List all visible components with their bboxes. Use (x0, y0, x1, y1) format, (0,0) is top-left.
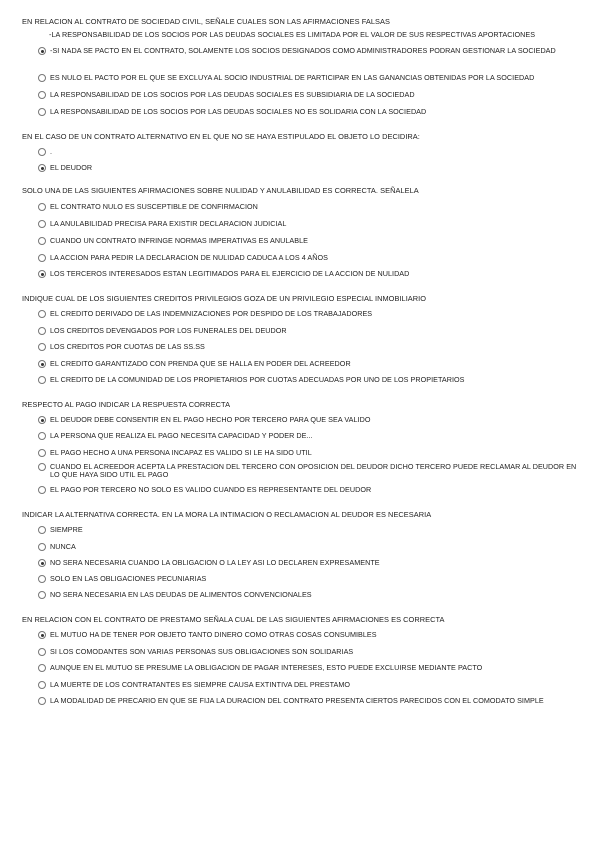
option-label: -SI NADA SE PACTO EN EL CONTRATO, SOLAMENTE LOS SOCIOS DESIGNADOS COMO ADMINISTRADORES PODRAN GESTIONAR LA SOCIEDAD (50, 46, 556, 55)
radio-unchecked-icon[interactable] (38, 664, 46, 672)
question-2-option-2[interactable] (38, 164, 578, 172)
radio-unchecked-icon[interactable] (38, 449, 46, 457)
option-label: EL PAGO HECHO A UNA PERSONA INCAPAZ ES VALIDO SI LE HA SIDO UTIL (50, 448, 312, 457)
question-7-text: EN RELACION CON EL CONTRATO DE PRESTAMO SEÑALA CUAL DE LAS SIGUIENTES AFIRMACIONES ES CORRECTA (22, 615, 445, 624)
question-4-option-5[interactable] (38, 376, 578, 384)
question-5-option-2[interactable] (38, 432, 578, 440)
radio-checked-icon[interactable] (38, 416, 46, 424)
option-label: . (50, 147, 53, 156)
question-3-option-4[interactable] (38, 254, 578, 262)
question-7-option-4[interactable] (38, 681, 578, 689)
radio-unchecked-icon[interactable] (38, 543, 46, 551)
radio-unchecked-icon[interactable] (38, 310, 46, 318)
option-label: NO SERA NECESARIA EN LAS DEUDAS DE ALIMENTOS CONVENCIONALES (50, 590, 312, 599)
option-label: AUNQUE EN EL MUTUO SE PRESUME LA OBLIGACION DE PAGAR INTERESES, ESTO PUEDE EXCLUIRSE MEDIANTE PACTO (50, 663, 483, 672)
option-label: LA RESPONSABILIDAD DE LOS SOCIOS POR LAS DEUDAS SOCIALES ES SUBSIDIARIA DE LA SOCIEDAD (50, 90, 415, 99)
question-7-option-5[interactable] (38, 697, 578, 705)
question-4-option-1[interactable] (38, 310, 578, 318)
radio-unchecked-icon[interactable] (38, 220, 46, 228)
option-label: ES NULO EL PACTO POR EL QUE SE EXCLUYA AL SOCIO INDUSTRIAL DE PARTICIPAR EN LAS GANANCIAS OBTENIDAS POR LA SOCIEDAD (50, 73, 535, 82)
radio-unchecked-icon[interactable] (38, 463, 46, 471)
question-5-text: RESPECTO AL PAGO INDICAR LA RESPUESTA CORRECTA (22, 400, 231, 409)
question-6-option-5[interactable] (38, 591, 578, 599)
option-label: CUANDO UN CONTRATO INFRINGE NORMAS IMPERATIVAS ES ANULABLE (50, 236, 308, 245)
question-2-option-1[interactable] (38, 148, 578, 156)
option-label: SOLO EN LAS OBLIGACIONES PECUNIARIAS (50, 574, 207, 583)
option-label: LOS TERCEROS INTERESADOS ESTAN LEGITIMADOS PARA EL EJERCICIO DE LA ACCION DE NULIDAD (50, 269, 410, 278)
option-label: LA RESPONSABILIDAD DE LOS SOCIOS POR LAS DEUDAS SOCIALES NO ES SOLIDARIA CON LA SOCIEDAD (50, 107, 427, 116)
option-label: LOS CREDITOS POR CUOTAS DE LAS SS.SS (50, 342, 205, 351)
radio-unchecked-icon[interactable] (38, 108, 46, 116)
option-label: -LA RESPONSABILIDAD DE LOS SOCIOS POR LAS DEUDAS SOCIALES ES LIMITADA POR EL VALOR DE SUS RESPECTIVAS APORTACIONES (49, 30, 536, 39)
option-label: EL CREDITO GARANTIZADO CON PRENDA QUE SE HALLA EN PODER DEL ACREEDOR (50, 359, 351, 368)
question-4-option-3[interactable] (38, 343, 578, 351)
radio-checked-icon[interactable] (38, 559, 46, 567)
question-3-option-2[interactable] (38, 220, 578, 228)
option-label: SIEMPRE (50, 525, 83, 534)
question-4-option-2[interactable] (38, 327, 578, 335)
question-4-text: INDIQUE CUAL DE LOS SIGUIENTES CREDITOS PRIVILEGIOS GOZA DE UN PRIVILEGIO ESPECIAL INMOBILIARIO (22, 294, 427, 303)
radio-unchecked-icon[interactable] (38, 203, 46, 211)
option-label: LOS CREDITOS DEVENGADOS POR LOS FUNERALES DEL DEUDOR (50, 326, 287, 335)
question-1-option-2[interactable] (38, 47, 578, 55)
option-label: LA PERSONA QUE REALIZA EL PAGO NECESITA CAPACIDAD Y PODER DE... (50, 431, 313, 440)
question-5-option-4[interactable] (38, 463, 578, 479)
radio-unchecked-icon[interactable] (38, 237, 46, 245)
question-1-option-4[interactable] (38, 91, 578, 99)
question-5-option-3[interactable] (38, 449, 578, 457)
radio-unchecked-icon[interactable] (38, 648, 46, 656)
radio-checked-icon[interactable] (38, 47, 46, 55)
radio-unchecked-icon[interactable] (38, 486, 46, 494)
option-label: LA ACCION PARA PEDIR LA DECLARACION DE NULIDAD CADUCA A LOS 4 AÑOS (50, 253, 328, 262)
radio-checked-icon[interactable] (38, 631, 46, 639)
question-7-option-3[interactable] (38, 664, 578, 672)
radio-unchecked-icon[interactable] (38, 91, 46, 99)
radio-unchecked-icon[interactable] (38, 376, 46, 384)
option-label: NUNCA (50, 542, 76, 551)
question-1-option-5[interactable] (38, 108, 578, 116)
question-6-option-4[interactable] (38, 575, 578, 583)
question-1-option-1 (49, 31, 589, 39)
option-label: LA MODALIDAD DE PRECARIO EN QUE SE FIJA LA DURACION DEL CONTRATO PRESENTA CIERTOS PARECIDOS CON EL COMODATO SIMPLE (50, 696, 544, 705)
option-label: EL PAGO POR TERCERO NO SOLO ES VALIDO CUANDO ES REPRESENTANTE DEL DEUDOR (50, 485, 372, 494)
option-label: SI LOS COMODANTES SON VARIAS PERSONAS SUS OBLIGACIONES SON SOLIDARIAS (50, 647, 354, 656)
option-label: EL CONTRATO NULO ES SUSCEPTIBLE DE CONFIRMACION (50, 202, 258, 211)
radio-unchecked-icon[interactable] (38, 74, 46, 82)
option-label: EL DEUDOR (50, 163, 93, 172)
radio-unchecked-icon[interactable] (38, 591, 46, 599)
question-4-option-4[interactable] (38, 360, 578, 368)
radio-unchecked-icon[interactable] (38, 526, 46, 534)
question-7-option-2[interactable] (38, 648, 578, 656)
radio-checked-icon[interactable] (38, 360, 46, 368)
question-6-option-1[interactable] (38, 526, 578, 534)
radio-unchecked-icon[interactable] (38, 432, 46, 440)
option-label: EL CREDITO DE LA COMUNIDAD DE LOS PROPIETARIOS POR CUOTAS ADECUADAS POR UNO DE LOS PROPIETARIOS (50, 375, 465, 384)
radio-unchecked-icon[interactable] (38, 148, 46, 156)
radio-checked-icon[interactable] (38, 164, 46, 172)
question-3-option-5[interactable] (38, 270, 578, 278)
question-3-option-1[interactable] (38, 203, 578, 211)
radio-checked-icon[interactable] (38, 270, 46, 278)
question-5-option-5[interactable] (38, 486, 578, 494)
question-3-text: SOLO UNA DE LAS SIGUIENTES AFIRMACIONES SOBRE NULIDAD Y ANULABILIDAD ES CORRECTA. SEÑALELA (22, 186, 419, 195)
option-label: NO SERA NECESARIA CUANDO LA OBLIGACION O LA LEY ASI LO DECLAREN EXPRESAMENTE (50, 558, 380, 567)
radio-unchecked-icon[interactable] (38, 697, 46, 705)
radio-unchecked-icon[interactable] (38, 327, 46, 335)
question-2-text: EN EL CASO DE UN CONTRATO ALTERNATIVO EN EL QUE NO SE HAYA ESTIPULADO EL OBJETO LO DECIDIRA: (22, 132, 420, 141)
question-6-option-3[interactable] (38, 559, 578, 567)
question-6-text: INDICAR LA ALTERNATIVA CORRECTA. EN LA MORA LA INTIMACION O RECLAMACION AL DEUDOR ES NECESARIA (22, 510, 432, 519)
option-label: LA MUERTE DE LOS CONTRATANTES ES SIEMPRE CAUSA EXTINTIVA DEL PRESTAMO (50, 680, 351, 689)
question-1-text: EN RELACION AL CONTRATO DE SOCIEDAD CIVIL, SEÑALE CUALES SON LAS AFIRMACIONES FALSAS (22, 17, 390, 26)
question-5-option-1[interactable] (38, 416, 578, 424)
option-label: EL DEUDOR DEBE CONSENTIR EN EL PAGO HECHO POR TERCERO PARA QUE SEA VALIDO (50, 415, 371, 424)
radio-unchecked-icon[interactable] (38, 575, 46, 583)
option-label: CUANDO EL ACREEDOR ACEPTA LA PRESTACION DEL TERCERO CON OPOSICION DEL DEUDOR DICHO TERCERO PUEDE RECLAMAR AL DEUDOR EN LO QUE HAYA SIDO UTIL EL PAGO (50, 462, 577, 479)
radio-unchecked-icon[interactable] (38, 254, 46, 262)
question-6-option-2[interactable] (38, 543, 578, 551)
radio-unchecked-icon[interactable] (38, 343, 46, 351)
question-3-option-3[interactable] (38, 237, 578, 245)
radio-unchecked-icon[interactable] (38, 681, 46, 689)
question-7-option-1[interactable] (38, 631, 578, 639)
option-label: EL CREDITO DERIVADO DE LAS INDEMNIZACIONES POR DESPIDO DE LOS TRABAJADORES (50, 309, 373, 318)
question-1-option-3[interactable] (38, 74, 578, 82)
option-label: LA ANULABILIDAD PRECISA PARA EXISTIR DECLARACION JUDICIAL (50, 219, 287, 228)
option-label: EL MUTUO HA DE TENER POR OBJETO TANTO DINERO COMO OTRAS COSAS CONSUMIBLES (50, 630, 377, 639)
